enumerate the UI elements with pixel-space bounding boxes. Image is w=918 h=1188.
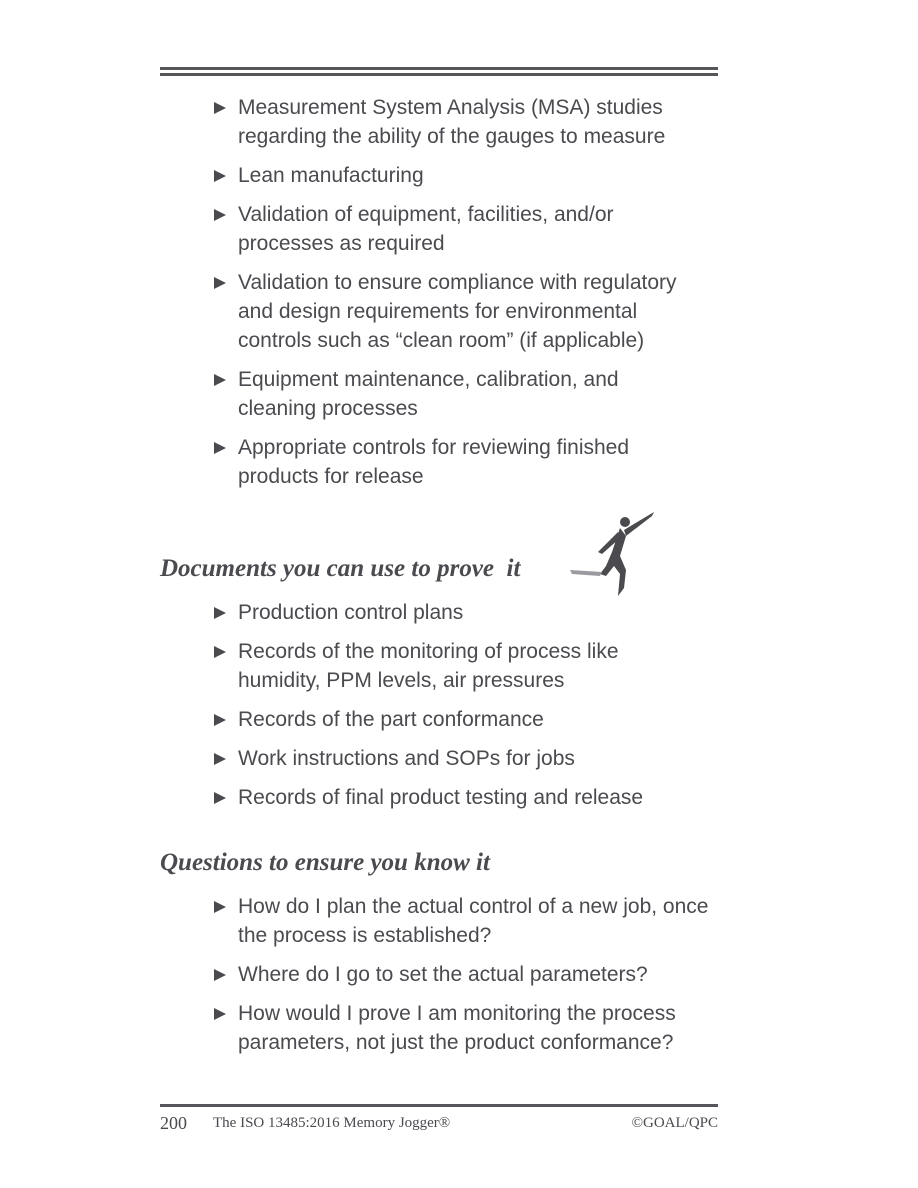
list-item: Validation of equipment, facilities, and/or processes as required [214,200,683,258]
bullet-triangle-icon [214,277,226,289]
list-item: How do I plan the actual control of a new job, once the process is established? [214,892,728,950]
bullet-triangle-icon [214,714,226,726]
top-rule-secondary [160,73,718,76]
list-item: Lean manufacturing [214,161,734,190]
list-item: Records of the monitoring of process like humidity, PPM levels, air pressures [214,637,683,695]
footer-rule [160,1104,718,1107]
list-item: Validation to ensure compliance with regulatory and design requirements for environmental controls such as “clean room” (if applicable) [214,268,713,355]
bullet-triangle-icon [214,901,226,913]
questions-list [214,892,734,1067]
bullet-triangle-icon [214,1008,226,1020]
list-item: Production control plans [214,598,734,627]
running-man-icon [568,508,658,600]
list-item: Records of the part conformance [214,705,734,734]
bullet-triangle-icon [214,607,226,619]
bullet-triangle-icon [214,102,226,114]
documents-heading: Documents you can use to prove it [160,555,521,582]
bullet-triangle-icon [214,374,226,386]
list-item: Appropriate controls for reviewing finished products for release [214,433,693,491]
list-item: How would I prove I am monitoring the process parameters, not just the product conformance? [214,999,688,1057]
list-item: Where do I go to set the actual parameters? [214,960,734,989]
bullet-triangle-icon [214,646,226,658]
list-item: Records of final product testing and release [214,783,734,812]
bullet-triangle-icon [214,170,226,182]
documents-list [214,598,734,822]
bullet-triangle-icon [214,442,226,454]
list-item: Equipment maintenance, calibration, and cleaning processes [214,365,693,423]
questions-heading: Questions to ensure you know it [160,849,490,876]
copyright: ©GOAL/QPC [631,1115,718,1131]
bullet-triangle-icon [214,753,226,765]
page-number: 200 [160,1113,187,1133]
requirements-list [214,93,734,501]
book-title: The ISO 13485:2016 Memory Jogger® [213,1115,451,1131]
bullet-triangle-icon [214,209,226,221]
list-item: Work instructions and SOPs for jobs [214,744,734,773]
bullet-triangle-icon [214,969,226,981]
top-rule [160,67,718,70]
list-item: Measurement System Analysis (MSA) studies regarding the ability of the gauges to measure [214,93,728,151]
bullet-triangle-icon [214,792,226,804]
